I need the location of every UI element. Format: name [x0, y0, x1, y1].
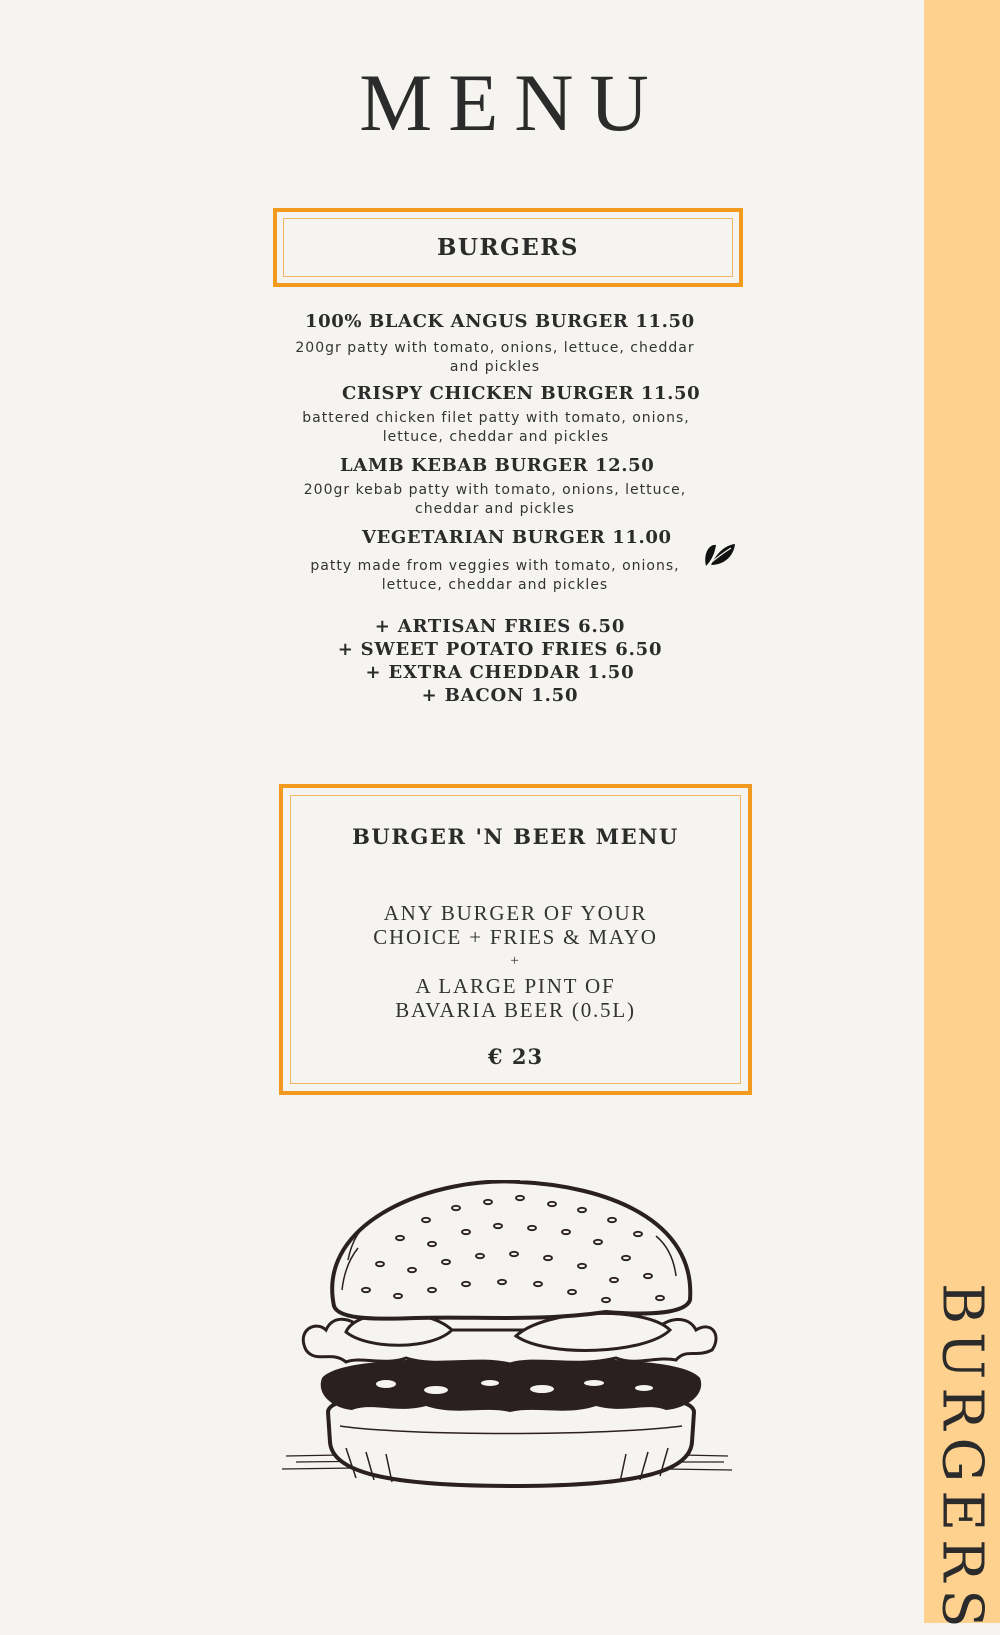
combo-line: + — [510, 953, 521, 969]
menu-item-name: LAMB KEBAB BURGER 12.50 — [340, 455, 655, 476]
menu-item-name: CRISPY CHICKEN BURGER 11.50 — [342, 383, 701, 404]
menu-item-desc-line: lettuce, cheddar and pickles — [381, 577, 609, 593]
page-title: MENU — [359, 57, 665, 148]
menu-item-desc-line: and pickles — [449, 359, 541, 375]
combo-price: € 23 — [487, 1044, 544, 1069]
extra-item: + ARTISAN FRIES 6.50 — [374, 616, 626, 637]
menu-item-desc-line: battered chicken filet patty with tomato, onions, — [302, 410, 690, 426]
burger-illustration — [276, 1180, 740, 1532]
extra-item: + BACON 1.50 — [421, 685, 579, 706]
burgers-heading-box — [273, 208, 743, 287]
menu-item-desc-line: lettuce, cheddar and pickles — [382, 429, 610, 445]
side-label — [916, 1282, 1000, 1635]
menu-item-desc-line: 200gr kebab patty with tomato, onions, lettuce, — [303, 482, 687, 498]
burger-beer-box — [279, 784, 752, 1095]
burger-beer-heading: BURGER 'N BEER MENU — [352, 824, 679, 849]
combo-line: CHOICE + FRIES & MAYO — [373, 925, 658, 949]
menu-item-name: VEGETARIAN BURGER 11.00 — [362, 527, 672, 548]
side-label-text: BURGERS — [929, 1282, 995, 1635]
menu-item-name: 100% BLACK ANGUS BURGER 11.50 — [305, 311, 695, 332]
combo-line: ANY BURGER OF YOUR — [383, 901, 648, 925]
extra-item: + SWEET POTATO FRIES 6.50 — [337, 639, 663, 660]
menu-item-desc-line: patty made from veggies with tomato, onions, — [310, 558, 680, 574]
combo-line: A LARGE PINT OF — [415, 974, 616, 998]
extra-item: + EXTRA CHEDDAR 1.50 — [365, 662, 635, 683]
menu-item-desc-line: 200gr patty with tomato, onions, lettuce, cheddar — [295, 340, 695, 356]
menu-item-desc-line: cheddar and pickles — [415, 501, 575, 517]
burgers-heading: BURGERS — [436, 234, 579, 261]
combo-line: BAVARIA BEER (0.5L) — [395, 998, 636, 1022]
leaf-icon — [702, 538, 736, 568]
